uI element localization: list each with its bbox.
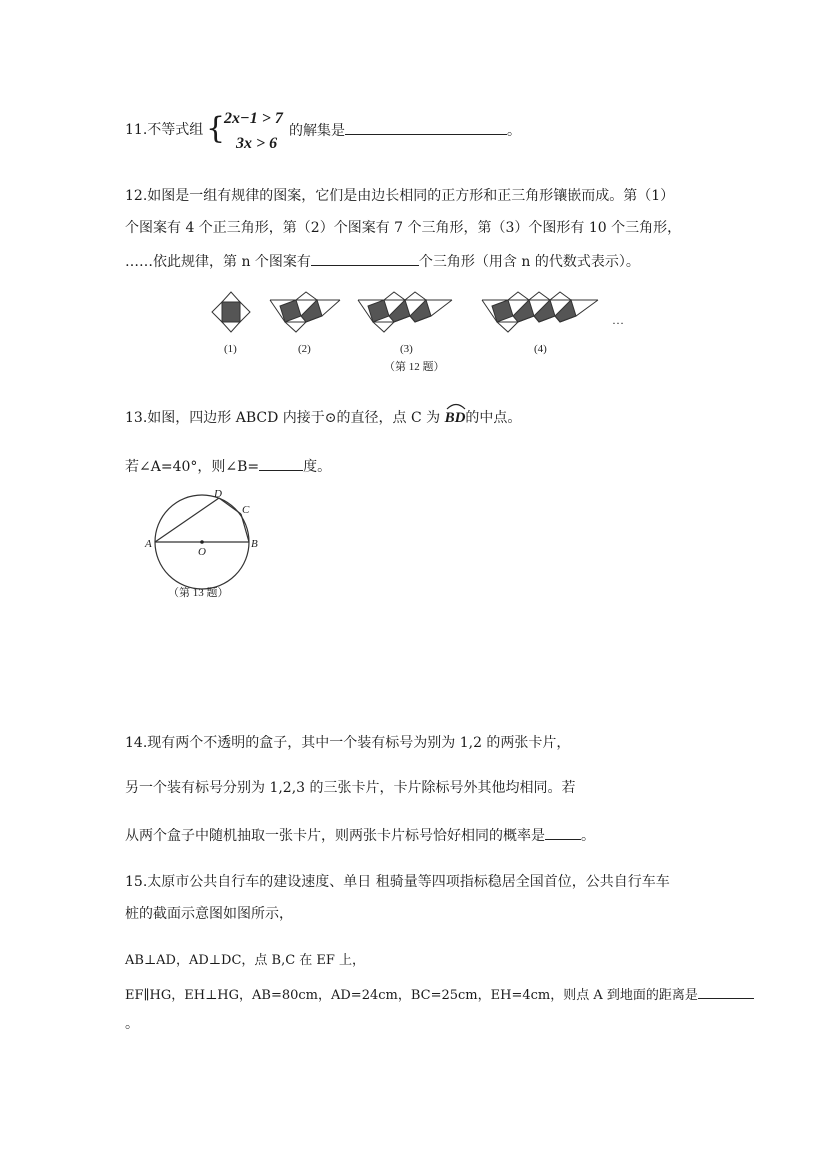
q12-caption: （第 12 题） xyxy=(384,361,445,373)
q14-answer-blank[interactable] xyxy=(545,825,581,840)
q13-line2-end: 度。 xyxy=(303,459,332,475)
q11-answer-blank[interactable] xyxy=(345,120,507,135)
q13-line1-start: 13.如图，四边形 ABCD 内接于⊙的直径，点 C 为 xyxy=(125,410,441,426)
q14-line2: 另一个装有标号分别为 1,2,3 的三张卡片，卡片除标号外其他均相同。若 xyxy=(125,780,576,796)
q15-answer-blank[interactable] xyxy=(698,984,754,999)
q15-line5: 。 xyxy=(125,1016,139,1032)
q15-line4-start: EF∥HG，EH⊥HG，AB=80cm，AD=24cm，BC=25cm，EH=4cm，则点 A 到地面的距离是 xyxy=(125,988,698,1003)
q11-prefix: 11.不等式组 xyxy=(125,122,204,138)
q12-line3 xyxy=(125,251,640,272)
q14-line1: 14.现有两个不透明的盒子，其中一个装有标号为别为 1,2 的两张卡片， xyxy=(125,735,571,751)
point-c-label: C xyxy=(242,504,250,516)
pattern-4 xyxy=(482,292,598,332)
q14-line3-end: 。 xyxy=(581,828,595,844)
q12-pattern-figure xyxy=(200,290,640,380)
point-b-label: B xyxy=(251,538,258,550)
q11-end: 。 xyxy=(507,123,521,139)
q11-inequality-2: 3x > 6 xyxy=(236,135,278,152)
q12-line3-end: 个三角形（用含 n 的代数式表示）。 xyxy=(418,254,640,270)
q11-brace: { xyxy=(206,111,226,146)
q11 xyxy=(125,118,203,138)
arc-symbol-icon xyxy=(446,402,466,410)
pattern-1 xyxy=(212,292,250,332)
q13-line2 xyxy=(125,456,331,477)
q12-answer-blank[interactable] xyxy=(311,251,419,266)
q12-line2: 个图案有 4 个正三角形，第（2）个图案有 7 个三角形，第（3）个图形有 10 个三角形， xyxy=(125,220,682,236)
q13-line1 xyxy=(125,408,521,428)
point-d-label: D xyxy=(214,488,222,500)
q13-answer-blank[interactable] xyxy=(259,456,303,471)
q14-line3 xyxy=(125,825,595,846)
q13-line1-end: 的中点。 xyxy=(465,410,522,426)
q12-label-1: (1) xyxy=(224,343,237,355)
q12-label-3: (3) xyxy=(400,343,413,355)
q12-line1: 12.如图是一组有规律的图案，它们是由边长相同的正方形和正三角形镶嵌而成。第（1） xyxy=(125,188,675,204)
q12-line3-start: ……依此规律，第 n 个图案有 xyxy=(125,254,311,270)
q15-line3: AB⊥AD，AD⊥DC，点 B,C 在 EF 上， xyxy=(125,953,366,968)
q15-line1: 15.太原市公共自行车的建设速度、单日 租骑量等四项指标稳居全国首位，公共自行车车 xyxy=(125,874,670,890)
pattern-3 xyxy=(358,292,452,332)
q12-label-4: (4) xyxy=(534,343,547,355)
q13-line2-start: 若∠A=40°，则∠B= xyxy=(125,459,260,475)
q12-ellipsis: … xyxy=(612,313,624,327)
q12-label-2: (2) xyxy=(298,343,311,355)
point-a-label: A xyxy=(145,538,152,550)
q11-inequality-1: 2x−1 > 7 xyxy=(224,110,283,127)
q14-line3-start: 从两个盒子中随机抽取一张卡片，则两张卡片标号恰好相同的概率是 xyxy=(125,828,545,844)
point-o-label: O xyxy=(198,546,206,558)
q13-circle-figure xyxy=(140,488,280,603)
q13-caption: （第 13 题） xyxy=(168,587,229,599)
q13-arc-bd xyxy=(445,408,466,428)
q11-suffix: 的解集是 xyxy=(289,123,345,139)
pattern-2 xyxy=(270,292,340,332)
q13-arc-label: BD xyxy=(444,410,466,426)
q11-tail xyxy=(289,120,521,141)
q15-line2: 桩的截面示意图如图所示， xyxy=(125,906,293,922)
q15-line4 xyxy=(125,984,754,1006)
